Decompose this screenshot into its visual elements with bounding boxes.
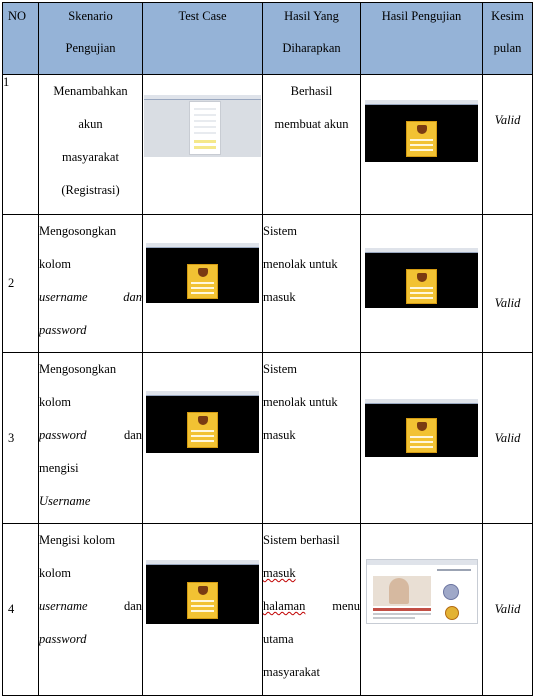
hasil-line: Sistem (263, 224, 298, 238)
hasil-line: utama (263, 632, 294, 646)
header-kesim-line2: pulan (493, 41, 522, 55)
hasil-cell (263, 215, 361, 353)
test-case-cell (143, 353, 263, 524)
kesimpulan-cell: Valid (483, 75, 533, 215)
hasil-line: membuat akun (274, 117, 349, 131)
skenario-line: Mengosongkan (39, 362, 117, 376)
skenario-line: password (39, 323, 87, 337)
login-result-screenshot (365, 399, 478, 457)
header-skenario (39, 3, 143, 75)
skenario-line: akun (78, 117, 103, 131)
login-form-screenshot (146, 560, 259, 624)
hasil-cell (263, 353, 361, 524)
table-row (3, 215, 533, 353)
header-hasil-line2: Diharapkan (282, 41, 341, 55)
hasil-line: Sistem berhasil (263, 533, 340, 547)
skenario-cell (39, 215, 143, 353)
header-skenario-line1: Skenario (68, 9, 113, 23)
skenario-line: masyarakat (62, 150, 119, 164)
hasil-line: masuk (263, 428, 296, 442)
home-page-screenshot (366, 559, 478, 624)
login-form-screenshot (146, 243, 259, 303)
hasil-line: menolak untuk (263, 257, 338, 271)
header-hasil-diharapkan (263, 3, 361, 75)
header-kesim-line1: Kesim (491, 9, 524, 23)
skenario-line: mengisi (39, 461, 79, 475)
login-result-screenshot (365, 248, 478, 308)
row-number: 3 (3, 353, 39, 524)
row-number: 4 (3, 524, 39, 696)
skenario-line: Mengosongkan (39, 224, 117, 238)
header-test-case: Test Case (143, 3, 263, 75)
header-row (3, 3, 533, 75)
header-no: NO (3, 3, 39, 75)
table-row (3, 524, 533, 696)
hasil-line: menolak untuk (263, 395, 338, 409)
skenario-line: password (39, 632, 87, 646)
hasil-pengujian-cell (361, 75, 483, 215)
test-case-cell (143, 524, 263, 696)
test-case-cell (143, 215, 263, 353)
hasil-line: Berhasil (290, 84, 333, 98)
skenario-cell (39, 353, 143, 524)
skenario-line: Menambahkan (53, 84, 128, 98)
hasil-line: masyarakat (263, 665, 320, 679)
skenario-cell (39, 524, 143, 696)
login-result-screenshot (365, 100, 478, 162)
header-hasil-line1: Hasil Yang (284, 9, 339, 23)
table-row (3, 353, 533, 524)
kesimpulan-cell: Valid (483, 215, 533, 353)
table-row (3, 75, 533, 215)
registration-form-screenshot (144, 95, 261, 157)
hasil-pengujian-cell (361, 353, 483, 524)
hasil-line: masuk (263, 290, 296, 304)
hasil-cell (263, 524, 361, 696)
row-number: 1 (3, 75, 39, 215)
test-case-cell (143, 75, 263, 215)
skenario-line: Username (39, 494, 91, 508)
login-form-screenshot (146, 391, 259, 453)
skenario-cell (39, 75, 143, 215)
kesimpulan-cell: Valid (483, 353, 533, 524)
skenario-line: username dan (39, 290, 142, 304)
hasil-cell (263, 75, 361, 215)
hasil-pengujian-cell (361, 524, 483, 696)
test-case-table (2, 2, 533, 696)
header-hasil-pengujian: Hasil Pengujian (361, 3, 483, 75)
kesimpulan-cell: Valid (483, 524, 533, 696)
header-skenario-line2: Pengujian (65, 41, 116, 55)
row-number: 2 (3, 215, 39, 353)
skenario-line: (Registrasi) (61, 183, 120, 197)
skenario-line: kolom (39, 395, 71, 409)
skenario-line: kolom (39, 566, 71, 580)
skenario-line: kolom (39, 257, 71, 271)
skenario-line: username dan (39, 599, 142, 613)
hasil-line: halaman menu (263, 599, 360, 613)
hasil-line: Sistem (263, 362, 298, 376)
skenario-line: Mengisi kolom (39, 533, 116, 547)
header-kesimpulan (483, 3, 533, 75)
hasil-line: masuk (263, 566, 296, 580)
skenario-line: password dan (39, 428, 142, 442)
hasil-pengujian-cell (361, 215, 483, 353)
